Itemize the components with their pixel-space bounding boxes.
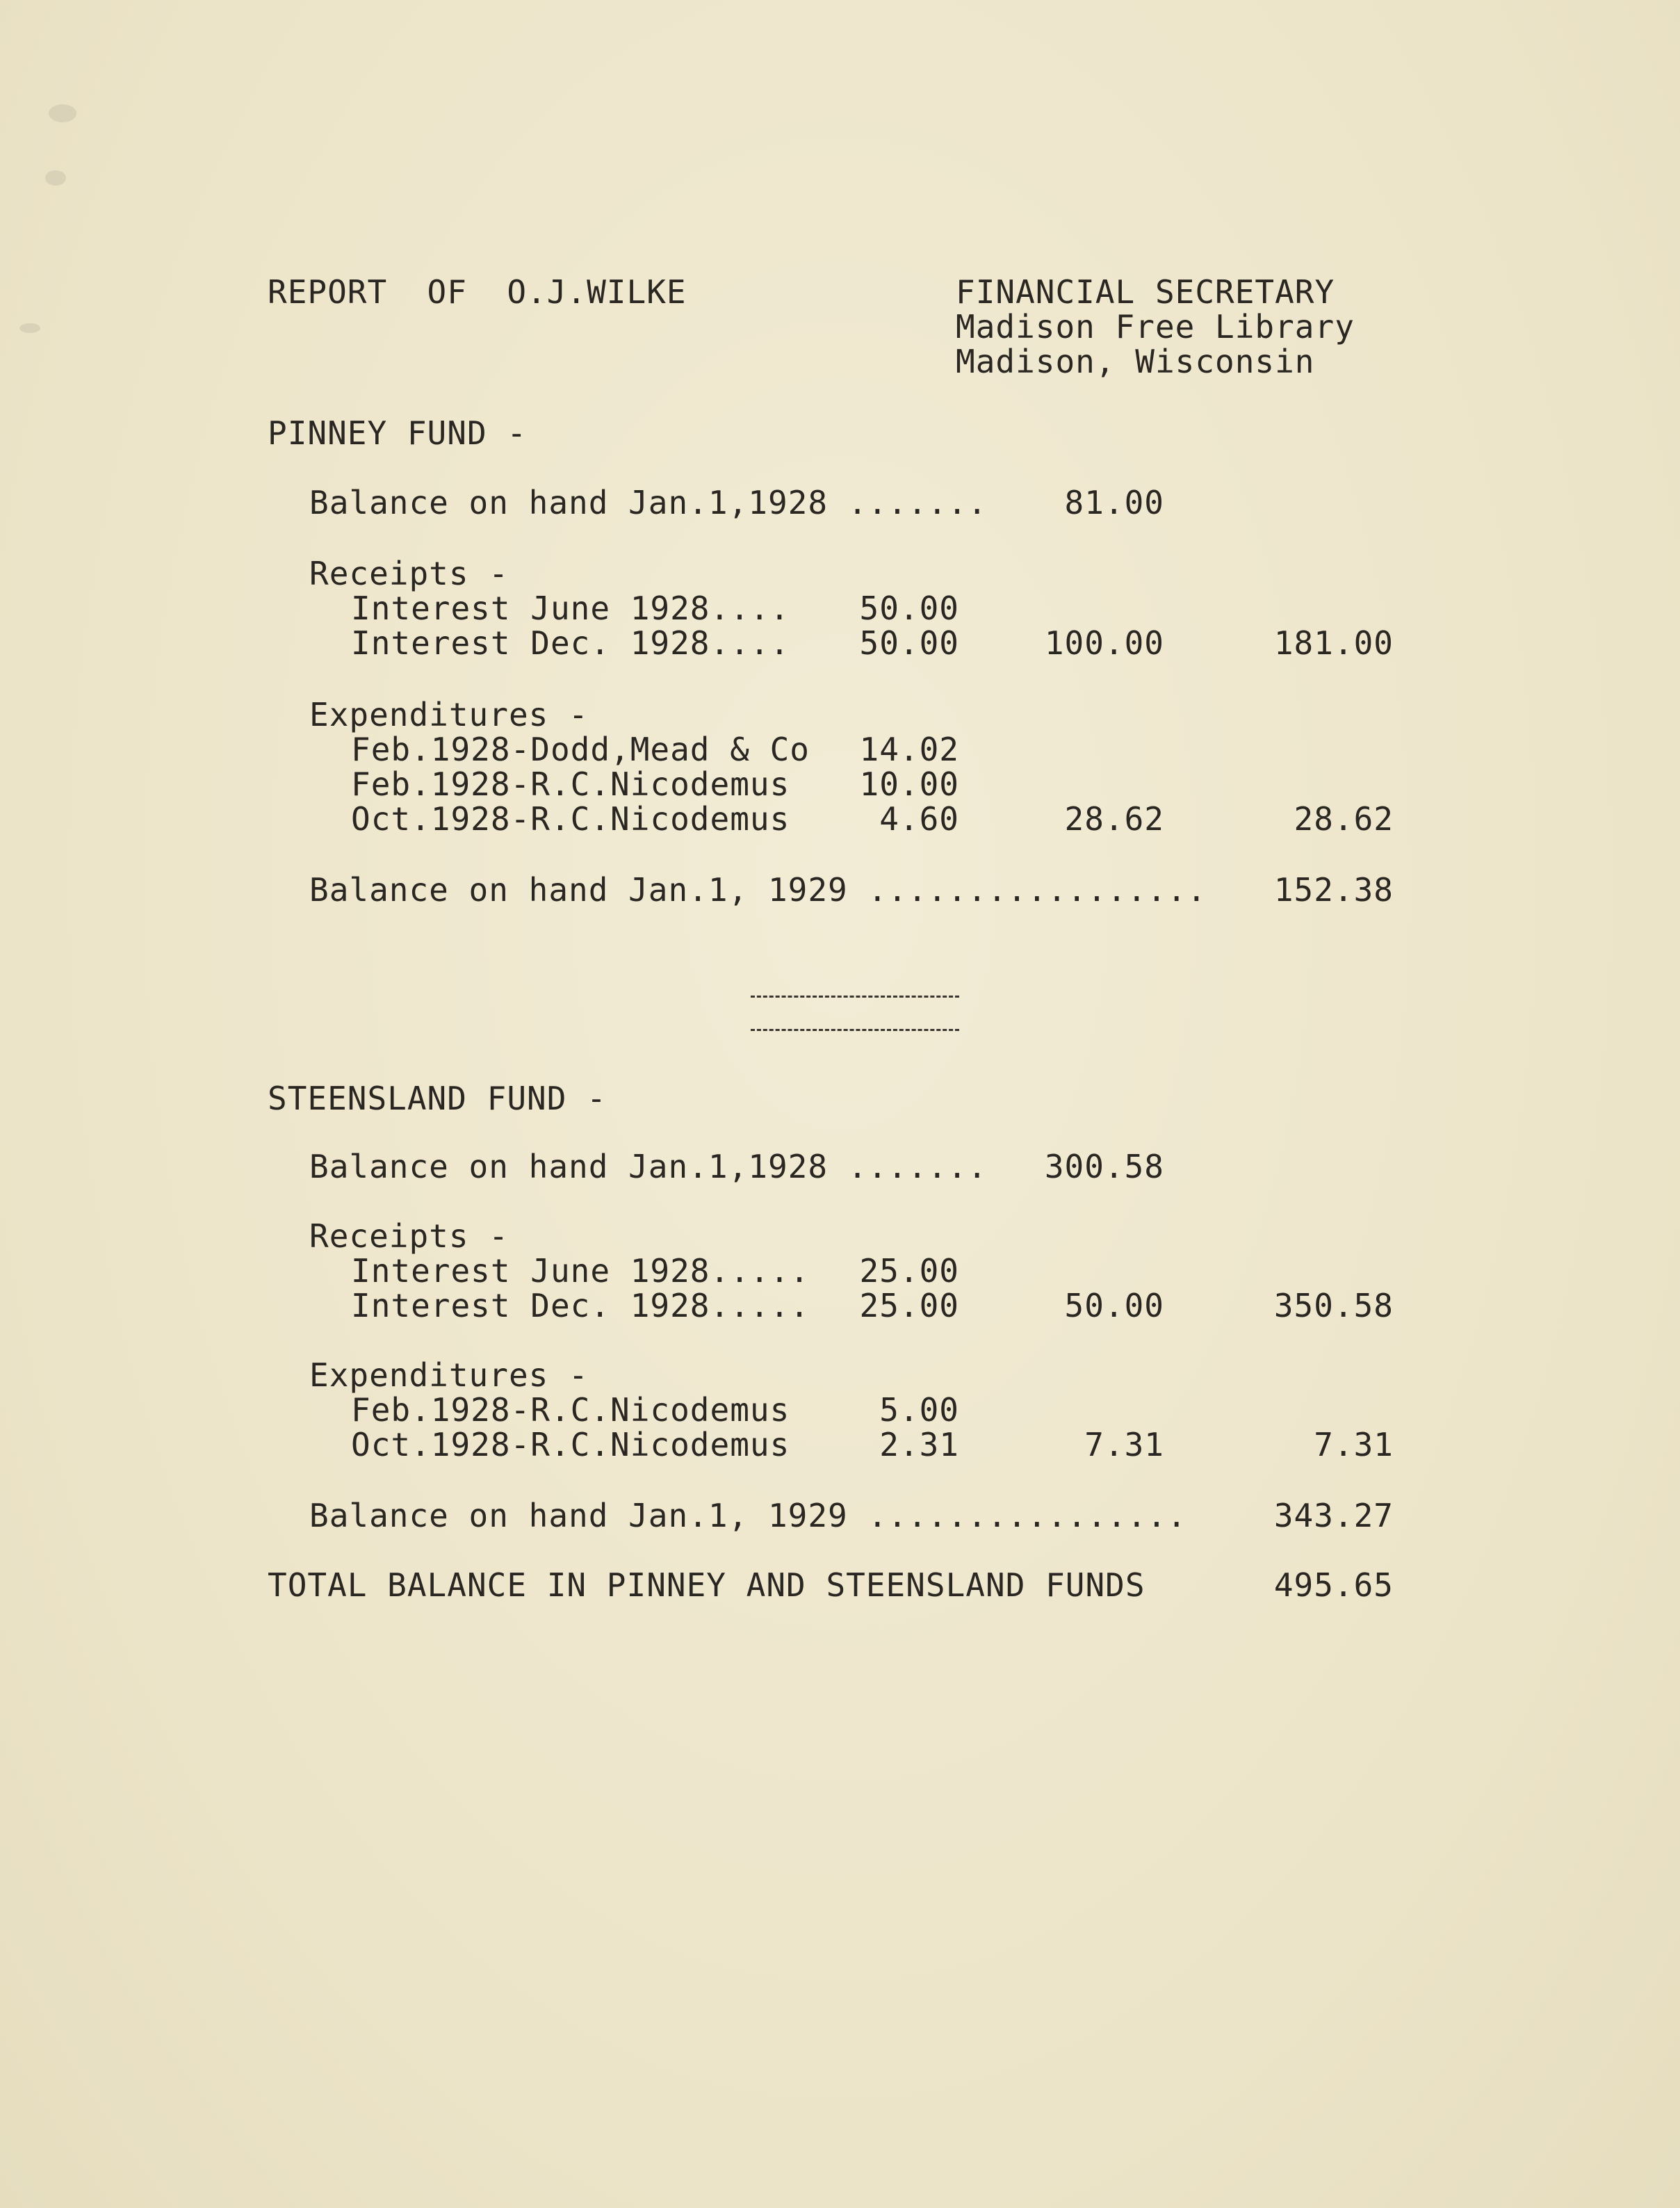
pinney-expenditures-running-total: 28.62 [1294,800,1394,838]
pinney-receipt-amount: 50.00 [859,624,959,662]
paper-speck [49,104,76,122]
total-balance-label: TOTAL BALANCE IN PINNEY AND STEENSLAND FUNDS [268,1566,1145,1604]
pinney-expenditure-label: Oct.1928-R.C.Nicodemus [351,800,790,838]
section-divider [751,1029,959,1031]
steensland-expenditure-amount: 5.00 [879,1391,959,1429]
steensland-expenditures-heading: Expenditures - [309,1356,589,1394]
steensland-closing-amount: 343.27 [1273,1497,1394,1534]
pinney-receipt-amount: 50.00 [859,590,959,627]
pinney-expenditure-label: Feb.1928-Dodd,Mead & Co [351,731,810,768]
pinney-receipts-heading: Receipts - [309,555,509,592]
steensland-opening-amount: 300.58 [1044,1148,1164,1185]
steensland-receipt-label: Interest June 1928..... [351,1252,810,1290]
paper-speck [19,323,40,333]
steensland-expenditures-total: 7.31 [1084,1426,1164,1463]
steensland-opening-label: Balance on hand Jan.1,1928 ....... [309,1148,988,1185]
position-title: FINANCIAL SECRETARY [956,273,1335,311]
pinney-fund-heading: PINNEY FUND - [268,414,528,452]
pinney-receipts-total: 100.00 [1044,624,1164,662]
pinney-opening-amount: 81.00 [1064,484,1164,521]
steensland-expenditure-label: Oct.1928-R.C.Nicodemus [351,1426,790,1463]
pinney-receipts-running-total: 181.00 [1273,624,1394,662]
steensland-receipt-label: Interest Dec. 1928..... [351,1287,810,1324]
steensland-receipt-amount: 25.00 [859,1287,959,1324]
steensland-receipts-heading: Receipts - [309,1217,509,1255]
pinney-closing-label: Balance on hand Jan.1, 1929 ................. [309,871,1207,909]
organization-location: Madison, Wisconsin [956,343,1315,380]
paper-speck [45,170,66,186]
pinney-expenditures-heading: Expenditures - [309,696,589,733]
pinney-expenditures-total: 28.62 [1064,800,1164,838]
report-title: REPORT OF O.J.WILKE [268,273,687,311]
total-balance-amount: 495.65 [1273,1566,1394,1604]
steensland-expenditures-running-total: 7.31 [1314,1426,1394,1463]
pinney-receipt-label: Interest Dec. 1928.... [351,624,790,662]
pinney-expenditure-label: Feb.1928-R.C.Nicodemus [351,765,790,803]
steensland-closing-label: Balance on hand Jan.1, 1929 ................ [309,1497,1187,1534]
pinney-opening-label: Balance on hand Jan.1,1928 ....... [309,484,988,521]
organization-name: Madison Free Library [956,308,1355,346]
pinney-expenditure-amount: 14.02 [859,731,959,768]
pinney-receipt-label: Interest June 1928.... [351,590,790,627]
steensland-expenditure-amount: 2.31 [879,1426,959,1463]
steensland-receipts-total: 50.00 [1064,1287,1164,1324]
pinney-expenditure-amount: 4.60 [879,800,959,838]
steensland-fund-heading: STEENSLAND FUND - [268,1080,607,1117]
steensland-receipts-running-total: 350.58 [1273,1287,1394,1324]
pinney-expenditure-amount: 10.00 [859,765,959,803]
pinney-closing-amount: 152.38 [1273,871,1394,909]
section-divider [751,996,959,998]
steensland-expenditure-label: Feb.1928-R.C.Nicodemus [351,1391,790,1429]
steensland-receipt-amount: 25.00 [859,1252,959,1290]
